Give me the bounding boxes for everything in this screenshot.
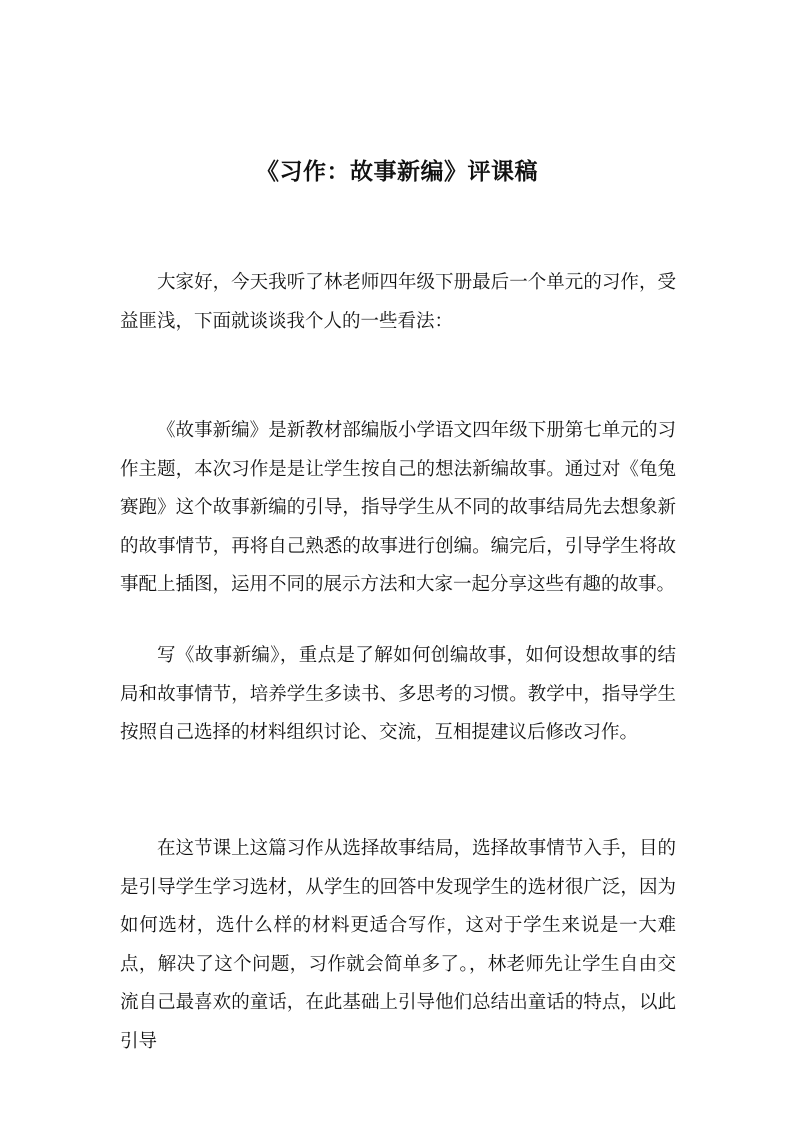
document-title: 《习作：故事新编》评课稿 — [256, 158, 538, 185]
paragraph-intro: 大家好，今天我听了林老师四年级下册最后一个单元的习作，受益匪浅，下面就谈谈我个人的一些看法： — [120, 272, 676, 332]
paragraph-lesson: 在这节课上这篇习作从选择故事结局，选择故事情节入手，目的是引导学生学习选材，从学生的回答中发现学生的选材很广泛，因为如何选材，选什么样的材料更适合写作，这对于学生来说是一大难点，解决了这个问题，习作就会简单多了。，林老师先让学生自由交流自己最喜欢的童话，在此基础上引导他们总结出童话的特点，以此引导 — [120, 838, 676, 1052]
paragraph-focus: 写《故事新编》，重点是了解如何创编故事，如何设想故事的结局和故事情节，培养学生多读书、多思考的习惯。教学中，指导学生按照自己选择的材料组织讨论、交流，互相提建议后修改习作。 — [120, 645, 676, 743]
paragraph-overview: 《故事新编》是新教材部编版小学语文四年级下册第七单元的习作主题，本次习作是是让学生按自己的想法新编故事。通过对《龟兔赛跑》这个故事新编的引导，指导学生从不同的故事结局先去想象新的故事情节，再将自己熟悉的故事进行创编。编完后，引导学生将故事配上插图，运用不同的展示方法和大家一起分享这些有趣的故事。 — [120, 420, 676, 595]
